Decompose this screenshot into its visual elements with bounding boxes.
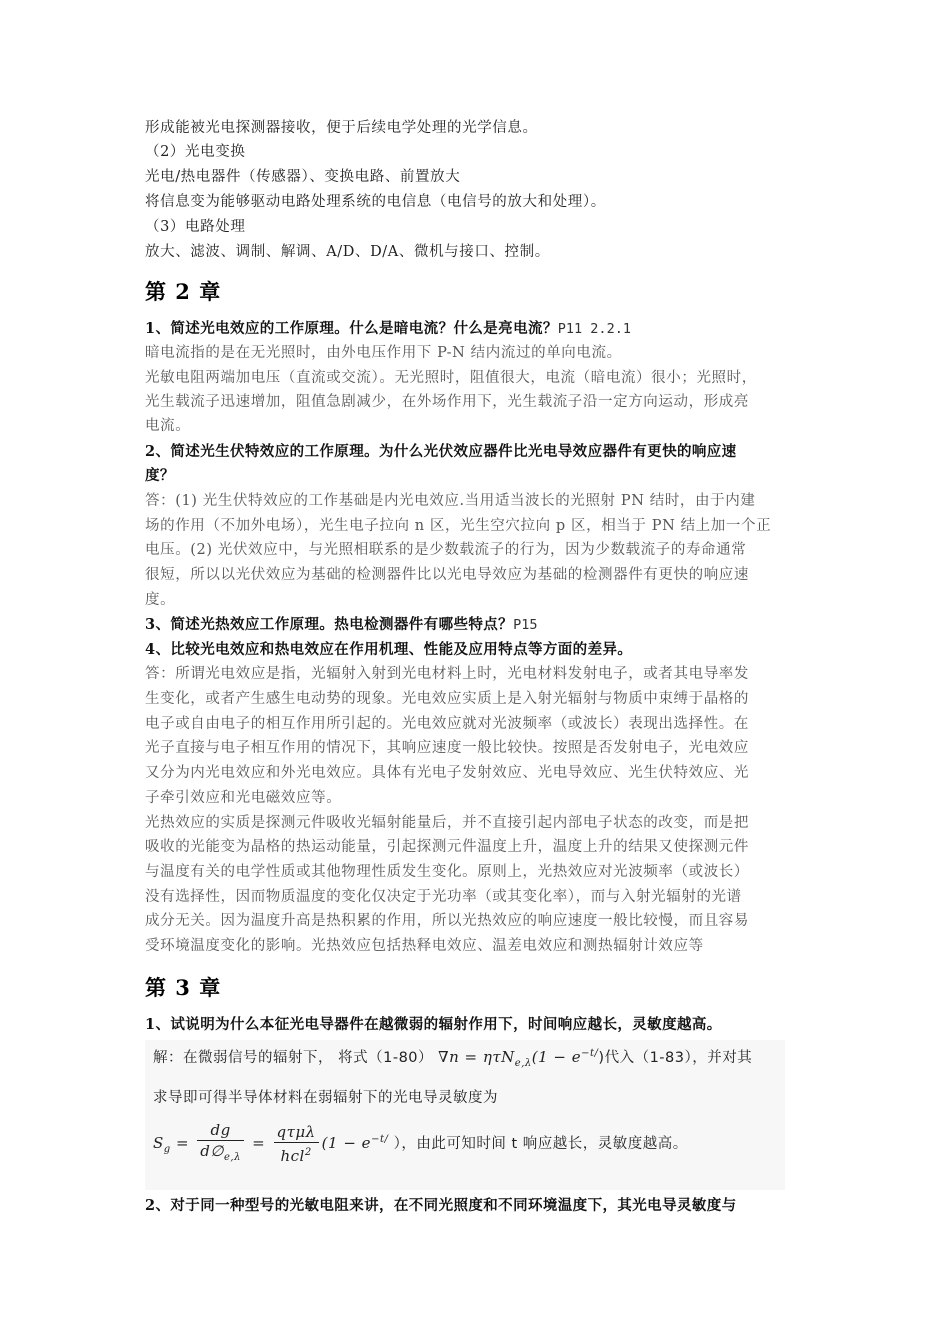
fraction-2 (274, 1122, 319, 1166)
ch2-q3-ref: P15 (513, 617, 538, 633)
chapter-2-heading: 第 2 章 (145, 279, 222, 304)
intro-line-3: 光电/热电器件（传感器）、变换电路、前置放大 (145, 169, 461, 185)
ch2-q4-answer-11: 成分无关。因为温度升高是热积累的作用，所以光热效应的响应速度一般比较慢，而且容易 (145, 913, 749, 929)
solution-image (145, 1040, 785, 1190)
ch2-question-1 (145, 317, 810, 341)
solution-line-1 (153, 1046, 752, 1069)
formula-1-exponent: −t/ (581, 1048, 599, 1059)
ch2-q2-answer-3: 电压。(2) 光伏效应中，与光照相联系的是少数载流子的行为，因为少数载流子的寿命通常 (145, 542, 747, 558)
ch2-q1-answer-3: 光生载流子迅速增加，阻值急剧减少，在外场作用下，光生载流子沿一定方向运动，形成亮 (145, 394, 749, 410)
ch2-question-4: 4、比较光电效应和热电效应在作用机理、性能及应用特点等方面的差异。 (145, 641, 633, 658)
ch2-q4-answer-3: 电子或自由电子的相互作用所引起的。光电效应就对光波频率（或波长）表现出选择性。在 (145, 716, 749, 732)
ch2-q1-text: 1、简述光电效应的工作原理。什么是暗电流？什么是亮电流？ (145, 320, 558, 337)
formula-2-lhs: S (153, 1134, 164, 1152)
fraction-1-den-subscript: e,λ (223, 1152, 241, 1163)
formula-1-main: ∇n = ητN (438, 1048, 515, 1066)
ch2-q2-answer-4: 很短，所以以光伏效应为基础的检测器件比以光电导效应为基础的检测器件有更快的响应速 (145, 567, 749, 583)
fraction-1 (197, 1120, 244, 1168)
ch2-q4-answer-8: 吸收的光能变为晶格的热运动能量，引起探测元件温度上升，温度上升的结果又使探测元件 (145, 839, 749, 855)
fraction-1-denominator (197, 1141, 244, 1168)
chapter-3-heading: 第 3 章 (145, 975, 222, 1000)
formula-2-exponent: −t/ (371, 1134, 389, 1145)
formula-2-tail: (1 − e (321, 1134, 372, 1152)
ch2-q2-answer-5: 度。 (145, 592, 176, 608)
solution-line-2: 求导即可得半导体材料在弱辐射下的光电导灵敏度为 (153, 1090, 498, 1106)
solution-line-1-prefix: 解：在微弱信号的辐射下， 将式（1-80） (153, 1050, 434, 1066)
fraction-2-numerator: qτμλ (274, 1122, 319, 1143)
fraction-2-denominator (274, 1143, 319, 1166)
ch3-question-2: 2、对于同一种型号的光敏电阻来讲，在不同光照度和不同环境温度下，其光电导灵敏度与 (145, 1197, 737, 1214)
intro-line-1: 形成能被光电探测器接收，便于后续电学处理的光学信息。 (145, 120, 538, 136)
ch2-q4-answer-4: 光子直接与电子相互作用的情况下，其响应速度一般比较快。按照是否发射电子，光电效应 (145, 740, 749, 756)
solution-line-1-suffix: )代入（1-83），并对其 (598, 1050, 753, 1066)
fraction-2-den-text: hcl (280, 1147, 305, 1165)
solution-line-3-suffix: ），由此可知时间 t 响应越长，灵敏度越高。 (393, 1136, 688, 1152)
formula-1-tail: (1 − e (531, 1048, 582, 1066)
ch2-q4-answer-2: 生变化，或者产生感生电动势的现象。光电效应实质上是入射光辐射与物质中束缚于晶格的 (145, 691, 749, 707)
formula-1 (438, 1048, 599, 1069)
ch2-q3-text: 3、简述光热效应工作原理。热电检测器件有哪些特点？ (145, 616, 514, 633)
ch2-q4-answer-9: 与温度有关的电学性质或其他物理性质发生变化。原则上，光热效应对光波频率（或波长） (145, 864, 749, 880)
fraction-2-den-superscript: 2 (304, 1147, 312, 1158)
ch2-q1-answer-1: 暗电流指的是在无光照时，由外电压作用下 P-N 结内流过的单向电流。 (145, 345, 622, 361)
ch2-q2-answer-2: 场的作用（不加外电场），光生电子拉向 n 区，光生空穴拉向 p 区，相当于 PN 结上加一个正 (145, 518, 772, 534)
intro-line-6: 放大、滤波、调制、解调、A/D、D/A、微机与接口、控制。 (145, 244, 550, 260)
ch2-question-2-line-2: 度？ (145, 467, 175, 484)
ch2-q4-answer-12: 受环境温度变化的影响。光热效应包括热释电效应、温差电效应和测热辐射计效应等 (145, 938, 704, 954)
formula-1-subscript: e,λ (514, 1058, 532, 1069)
ch2-q1-answer-2: 光敏电阻两端加电压（直流或交流）。无光照时，阻值很大，电流（暗电流）很小；光照时， (145, 370, 757, 386)
ch2-q4-answer-5: 又分为内光电效应和外光电效应。具体有光电子发射效应、光电导效应、光生伏特效应、光 (145, 765, 749, 781)
ch2-q4-answer-6: 子牵引效应和光电磁效应等。 (145, 790, 342, 806)
ch2-question-2-line-1: 2、简述光生伏特效应的工作原理。为什么光伏效应器件比光电导效应器件有更快的响应速 (145, 443, 737, 460)
ch3-question-1: 1、试说明为什么本征光电导器件在越微弱的辐射作用下，时间响应越长，灵敏度越高。 (145, 1016, 722, 1033)
formula-2-lhs-subscript: g (163, 1144, 171, 1155)
ch2-q1-answer-4: 电流。 (145, 418, 191, 434)
intro-line-4: 将信息变为能够驱动电路处理系统的电信息（电信号的放大和处理）。 (145, 194, 606, 210)
ch2-question-3 (145, 613, 810, 637)
ch2-q1-ref: P11 2.2.1 (557, 321, 631, 337)
formula-2: $S_g$ = $\frac{dg}{d\emptyset_{e,\lambda}}$ = $\frac{\text{qτμλ}}{hcl^2}$ ($1 - e^{-t/}$ (153, 1134, 394, 1152)
intro-line-5: （3）电路处理 (145, 219, 246, 235)
ch2-q4-answer-1: 答：所谓光电效应是指，光辐射入射到光电材料上时，光电材料发射电子，或者其电导率发 (145, 666, 749, 682)
fraction-1-numerator: dg (197, 1120, 244, 1141)
fraction-1-den-text: d∅ (200, 1142, 224, 1160)
intro-line-2: （2）光电变换 (145, 144, 246, 160)
ch2-q4-answer-10: 没有选择性，因而物质温度的变化仅决定于光功率（或其变化率），而与入射光辐射的光谱 (145, 889, 742, 905)
ch2-q2-answer-1: 答：(1) 光生伏特效应的工作基础是内光电效应.当用适当波长的光照射 PN 结时，由于内建 (145, 493, 756, 509)
ch2-q4-answer-7: 光热效应的实质是探测元件吸收光辐射能量后，并不直接引起内部电子状态的改变，而是把 (145, 815, 749, 831)
solution-line-3 (153, 1120, 688, 1168)
